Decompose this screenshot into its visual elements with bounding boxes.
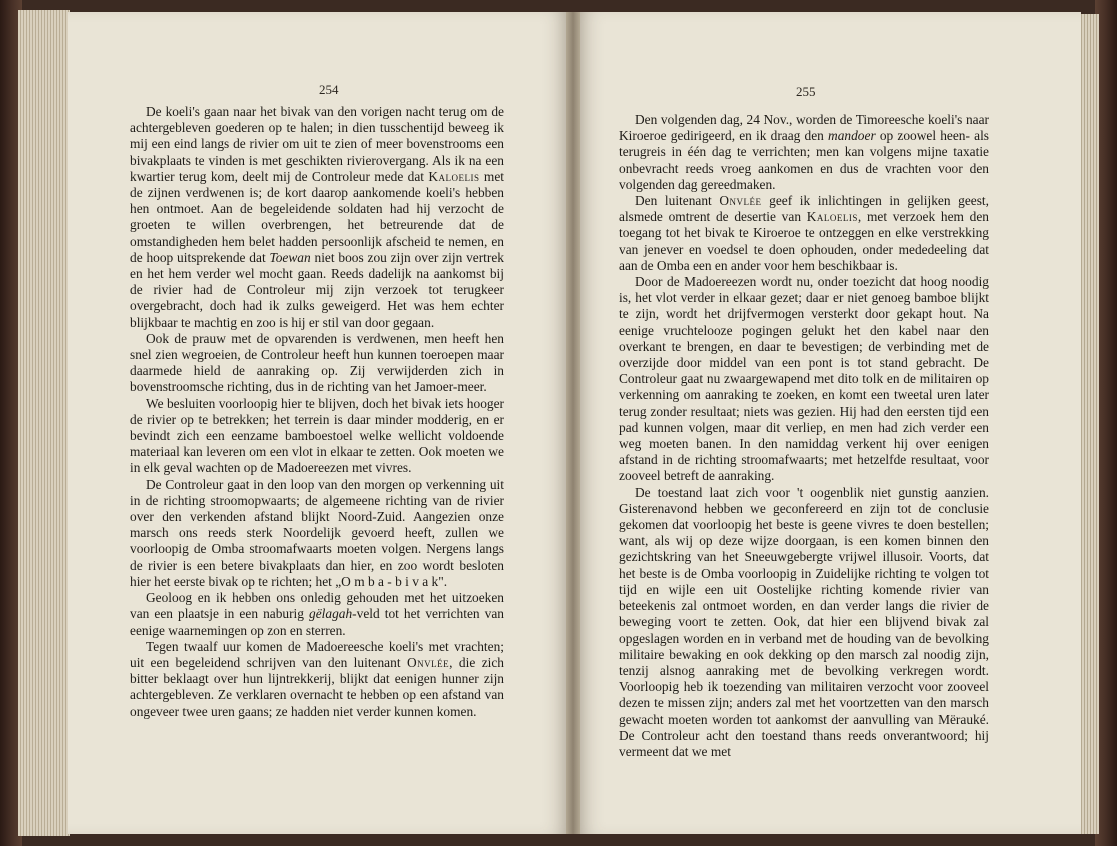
italic-term: gëlagah	[309, 606, 353, 622]
text-run: -veld tot het verrichten van eenige waarnemingen op zon en sterren.	[130, 606, 504, 638]
paragraph	[130, 477, 504, 590]
page-edges-left	[18, 10, 70, 836]
text-run: De Controleur gaat in den loop van den morgen op verkenning uit in de richting stroomopwaarts; de algemeene richting van de rivier over den verkenden afstand blijkt Noord-Zuid. Aangezien onze marsch ons reeds sterk Noordelijk gevoerd heeft, zullen we voorloopig de Omba stroomafwaarts moeten volgen. Nergens langs de rivier is een betere bivakplaats dan hier, en zoo wordt besloten hier het eerste bivak op te richten; het „O m b a - b i v a k".	[130, 476, 504, 589]
text-run: , met verzoek hem den toegang tot het bivak te Kiroeroe te ontzeggen en elke verstrekking van jenever en voedsel te doen ophouden, onder mededeeling dat aan de Omba een en ander voor hem beschikbaar is.	[619, 209, 989, 273]
text-run: Door de Madoereezen wordt nu, onder toezicht dat hoog noodig is, het vlot verder in elkaar gezet; daar er niet genoeg bamboe blijkt te zijn, wordt het drijfvermogen versterkt door gekapt hout. Na eenige vruchtelooze pogingen gelukt het den kabel naar den overkant te brengen, en daar te bevestigen; de verbinding met de overzijde door middel van een pont is tot stand gebracht. De Controleur gaat nu zwaargewapend met dito tolk en de militairen op verkenning om aanraking te zoeken, en komt een tweetal uren later terug zonder resultaat; niets was gezien. Hij had den eersten tijd een pad kunnen volgen, maar dit verliep, en men had zich verder een weg moeten banen. In den namiddag verkent hij over eenigen afstand in de richting stroomafwaarts; met hetzelfde resultaat, voor zooveel betreft de aanraking.	[619, 274, 989, 484]
paragraph	[619, 274, 989, 485]
right-page-number: 255	[796, 84, 816, 99]
paragraph	[619, 485, 989, 760]
paragraph	[130, 104, 504, 331]
paragraph	[130, 639, 504, 720]
person-name: Onvlée	[406, 654, 450, 670]
text-run: De koeli's gaan naar het bivak van den vorigen nacht terug om de achtergebleven goederen op te halen; in dien tusschentijd beweeg ik mij een eind langs de rivier om uit te zien of meer bovenstrooms een bivakplaats te vinden is met geschikten rivierovergang. Als ik na een kwartier terug kom, deelt mij de Controleur mede dat	[130, 104, 504, 184]
italic-term: mandoer	[828, 128, 876, 144]
text-run: Ook de prauw met de opvarenden is verdwenen, men heeft hen snel zien wegroeien, de Controleur heeft hun kunnen toeroepen maar daarmede hield de aanraking op. Zij verwijderden zich in bovenstroomsche richting, dus in de richting van het Jamoer-meer.	[130, 330, 504, 395]
left-page-body	[130, 104, 504, 720]
text-run: Den volgenden dag, 24 Nov., worden de Timoreesche koeli's naar Kiroeroe gedirigeerd, en ik draag den	[619, 112, 989, 144]
left-page-number: 254	[319, 82, 339, 97]
text-run: , die zich bitter beklaagt over hun lijntrekkerij, blijkt dat eenigen hunner zijn achtergebleven. Ze verklaren overnacht te hebben op een afstand van ongeveer twee uren gaans; ze hadden niet verder kunnen komen.	[130, 654, 504, 719]
text-run: Geoloog en ik hebben ons onledig gehouden met het uitzoeken van een plaatsje in een naburig	[130, 590, 504, 622]
italic-term: Toewan	[269, 249, 311, 265]
text-run: De toestand laat zich voor 't oogenblik niet gunstig aanzien. Gisterenavond hebben we geconfereerd en zijn tot de conclusie gekomen dat voorloopig het beste is geene vivres te doen bestellen; want, als wij op deze wijze doorgaan, is een komen binnen den gezichtskring van het Sneeuwgebergte vrijwel illusoir. Voorts, dat het beste is de Omba voorloopig in Zuidelijke richting te volgen tot tijd en wijle een uit Oostelijke richting komende rivier van beteekenis zal ontmoet worden, en dan verder langs die rivier de beweging voort te zetten. Ook, dat hier een blijvend bivak zal opgeslagen worden en in verband met de houding van de bevolking militaire bewaking en ook dekking op den marsch zal noodig zijn, tenzij alsnog aanraking met de bevolking verkregen wordt. Voorloopig heb ik toezending van militairen verzocht voor zooveel dezen te missen zijn; anders zal met het voortzetten van den marsch gewacht moeten worden tot aankomst der aanvulling van Mërauké. De Controleur acht den toestand thans reeds onverantwoord; hij vermeent dat we met	[619, 484, 989, 759]
text-run: We besluiten voorloopig hier te blijven, doch het bivak iets hooger de rivier op te betrekken; het terrein is daar minder modderig, en er bevindt zich een eenzame bamboestoel welke wellicht voldoende materiaal kan leveren om een vlot in elkaar te zetten. Ook moeten we in elk geval wachten op de Madoereezen met vivres.	[130, 395, 504, 476]
paragraph	[619, 193, 989, 274]
right-page-body	[619, 112, 989, 760]
person-name: Onvlée	[719, 193, 762, 209]
person-name: Kaloelis	[806, 209, 858, 225]
text-run: Den luitenant	[635, 193, 720, 209]
text-run: met de zijnen verdwenen is; de kort daarop aankomende koeli's hebben hen ontmoet. Aan de begeleidende soldaten had hij verzocht de groeten te willen overbrengen, het betreurende dat de omstandigheden hem belet hadden persoonlijk afscheid te nemen, en de hoop uitsprekende dat	[130, 168, 504, 265]
text-run: geef ik inlichtingen in gelijken geest, alsmede omtrent de desertie van	[619, 193, 990, 225]
paragraph	[130, 331, 504, 396]
paragraph	[130, 396, 504, 477]
paragraph	[619, 112, 989, 193]
text-run: niet boos zou zijn over zijn vertrek en het hem verder wel mocht gaan. Reeds dadelijk na aankomst bij de rivier had de Controleur mij zijn verzoek tot terugkeer overgebracht, doch had ik zulks geweigerd. Het was hem echter blijkbaar te machtig en zoo is hij er stil van door gegaan.	[130, 249, 504, 330]
book-gutter	[566, 12, 580, 834]
text-run: Tegen twaalf uur komen de Madoereesche koeli's met vrachten; uit een begeleidend schrijven van den luitenant	[130, 638, 504, 670]
text-run: op zoowel heen- als terugreis in één dag te verrichten; men kan volgens mijne taxatie onbevracht reeds vroeg aankomen en dus de vrachten voor den volgenden dag gereedmaken.	[619, 128, 989, 192]
paragraph	[130, 590, 504, 639]
person-name: Kaloelis	[428, 168, 480, 184]
